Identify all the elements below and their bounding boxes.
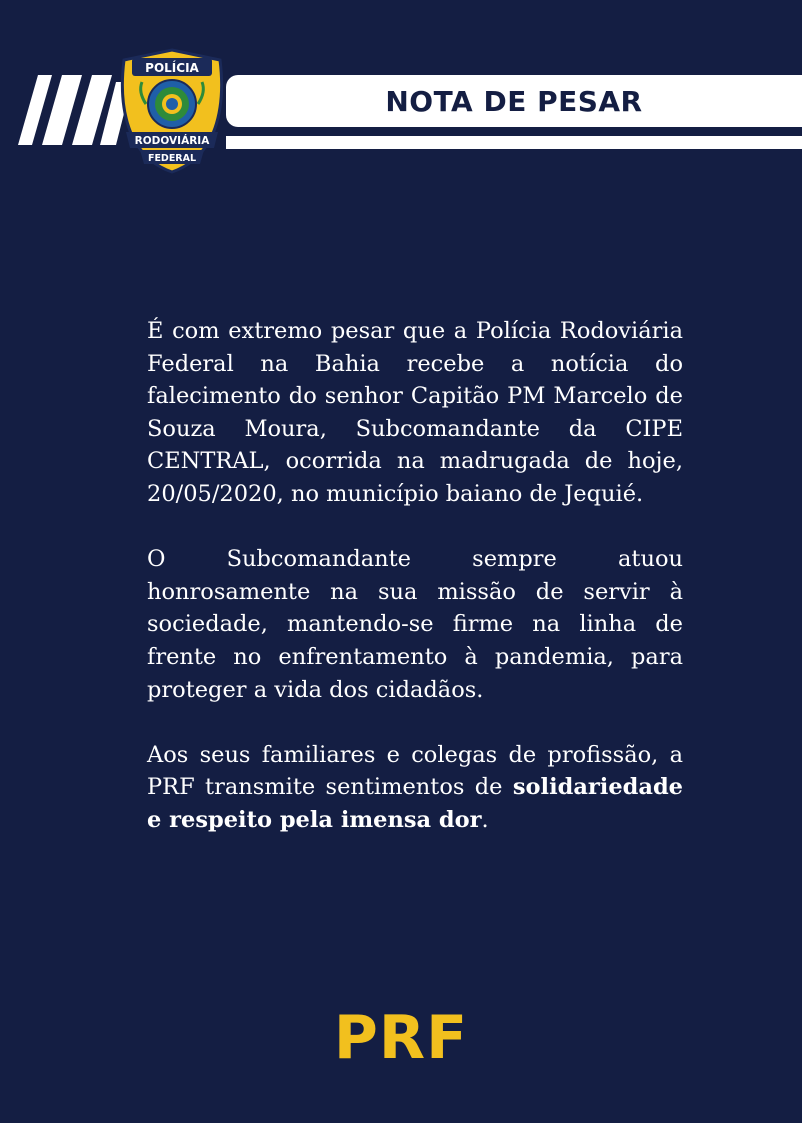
prf-logo: PRF xyxy=(333,1003,469,1073)
paragraph-2: O Subcomandante sempre atuou honrosamente na sua missão de servir à sociedade, mantendo-se firme na linha de frente no enfrentamento à pandemia, para proteger a vida dos cidadãos. xyxy=(147,546,683,703)
paragraph-3-emphasis: solidariedade e respeito pela imensa dor xyxy=(147,774,683,833)
svg-text:FEDERAL: FEDERAL xyxy=(147,153,197,164)
condolence-message xyxy=(147,315,683,837)
paragraph-3-end: . xyxy=(481,806,489,833)
svg-text:POLÍCIA: POLÍCIA xyxy=(145,61,199,75)
prf-badge-icon xyxy=(116,48,228,174)
svg-text:RODOVIÁRIA: RODOVIÁRIA xyxy=(134,135,210,147)
paragraph-1: É com extremo pesar que a Polícia Rodoviária Federal na Bahia recebe a notícia do falecimento do senhor Capitão PM Marcelo de Souza Moura, Subcomandante da CIPE CENTRAL, ocorrida na madrugada de hoje, 20/05/2020, no município baiano de Jequié. xyxy=(147,318,683,507)
paragraph-3 xyxy=(147,739,683,837)
paragraph-3-start: Aos seus familiares e colegas de profissão, a PRF transmite sentimentos de xyxy=(147,741,683,801)
page-title: NOTA DE PESAR xyxy=(385,84,643,118)
title-banner xyxy=(226,75,802,127)
